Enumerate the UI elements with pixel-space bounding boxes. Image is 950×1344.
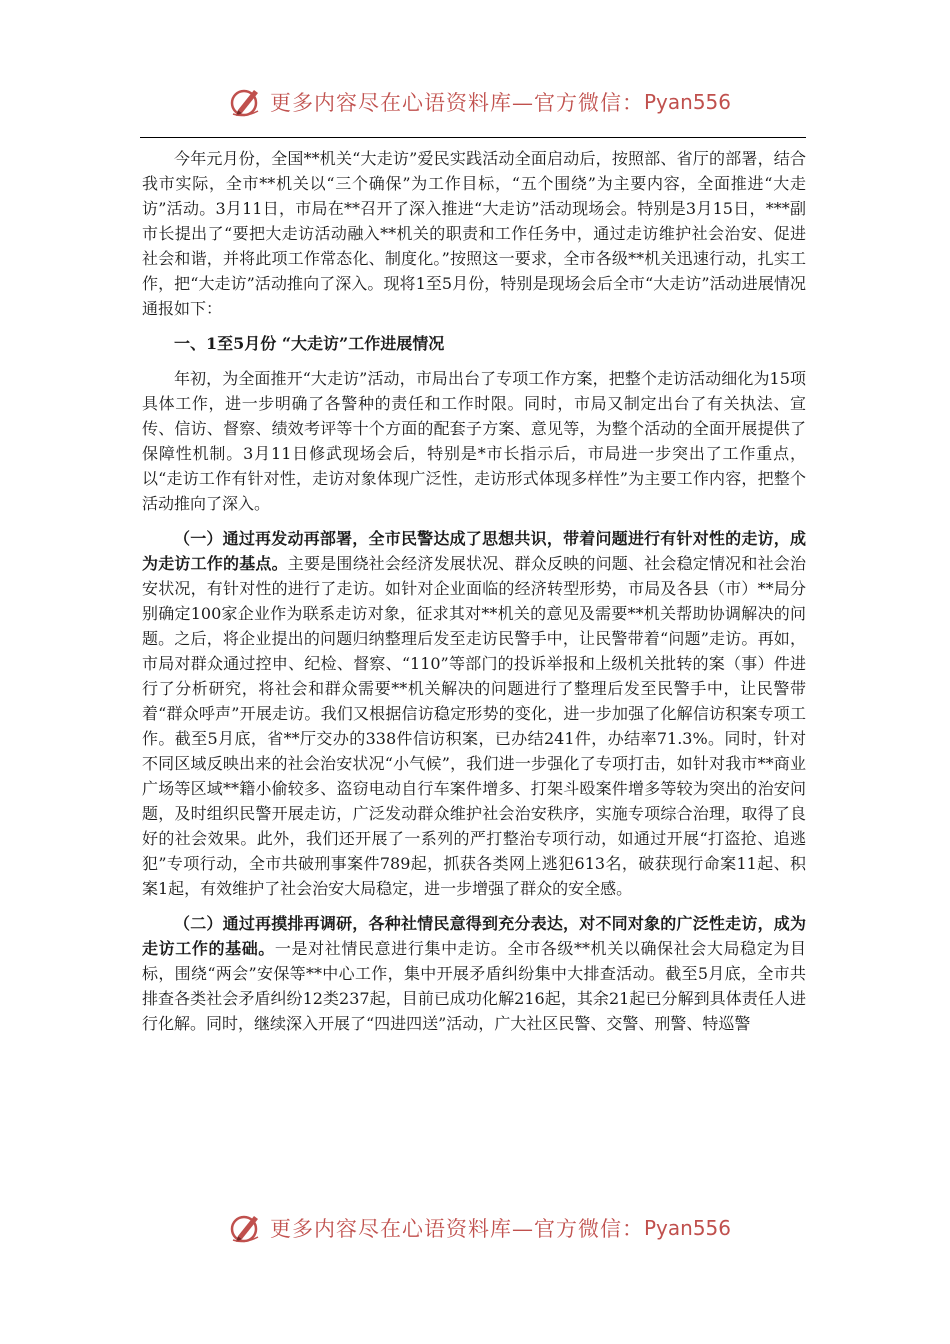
subsection-text-1: 主要是围绕社会经济发展状况、群众反映的问题、社会稳定情况和社会治安状况，有针对性的进行了走访。如针对企业面临的经济转型形势，市局及各县（市）**局分别确定100家企业作为联系走访对象，征求其对**机关的意见及需要**机关帮助协调解决的问题。之后，将企业提出的问题归纳整理后发至走访民警手中，让民警带着“问题”走访。再如，市局对群众通过控申、纪检、督察、“110”等部门的投诉举报和上级机关批转的案（事）件进行了分析研究，将社会和群众需要**机关解决的问题进行了整理后发至民警手中，让民警带着“群众呼声”开展走访。我们又根据信访稳定形势的变化，进一步加强了化解信访积案专项工作。截至5月底，省**厅交办的338件信访积案，已办结241件，办结率71.3%。同时，针对不同区域反映出来的社会治安状况“小气候”，我们进一步强化了专项打击，如针对我市**商业广场等区域**籍小偷较多、盗窃电动自行车案件增多、打架斗殴案件增多等较为突出的治安问题，及时组织民警开展走访，广泛发动群众维护社会治安秩序，实施专项综合治理，取得了良好的社会效果。此外，我们还开展了一系列的严打整治专项行动，如通过开展“打盗抢、追逃犯”专项行动，全市共破刑事案件789起，抓获各类网上逃犯613名，破获现行命案11起、积案1起，有效维护了社会治安大局稳定，进一步增强了群众的安全感。 — [142, 554, 806, 898]
intro-paragraph: 今年元月份，全国**机关“大走访”爱民实践活动全面启动后，按照部、省厅的部署，结合我市实际，全市**机关以“三个确保”为工作目标，“五个围绕”为主要内容，全面推进“大走访”活动。3月11日，市局在**召开了深入推进“大走访”活动现场会。特别是3月15日，***副市长提出了“要把大走访活动融入**机关的职责和工作任务中，通过走访维护社会治安、促进社会和谐，并将此项工作常态化、制度化。”按照这一要求，全市各级**机关迅速行动，扎实工作，把“大走访”活动推向了深入。现将1至5月份，特别是现场会后全市“大走访”活动进展情况通报如下： — [142, 149, 806, 318]
subsection-title-2: （二）通过再摸排再调研，各种社情民意得到充分表达，对不同对象的广泛性走访，成为走访工作的基础。 — [142, 914, 806, 958]
watermark-banner-bottom — [228, 1206, 731, 1250]
pen-logo-icon — [228, 84, 264, 120]
watermark-wechat-id: Pyan556 — [644, 90, 732, 114]
pen-logo-icon — [228, 1210, 264, 1246]
watermark-wechat-id: Pyan556 — [644, 1216, 732, 1240]
header-rule — [140, 137, 806, 138]
body-paragraph: 年初，为全面推开“大走访”活动，市局出台了专项工作方案，把整个走访活动细化为15项具体工作，进一步明确了各警种的责任和工作时限。同时，市局又制定出台了有关执法、宣传、信访、督察、绩效考评等十个方面的配套子方案、意见等，为整个活动的全面开展提供了保障性机制。3月11日修武现场会后，特别是*市长指示后，市局进一步突出了工作重点，以“走访工作有针对性，走访对象体现广泛性，走访形式体现多样性”为主要工作内容，把整个活动推向了深入。 — [142, 369, 806, 513]
subsection-title-1: （一）通过再发动再部署，全市民警达成了思想共识，带着问题进行有针对性的走访，成为走访工作的基点。 — [142, 529, 806, 573]
watermark-text: 更多内容尽在心语资料库—官方微信： — [270, 91, 644, 115]
section-heading: 一、1至5月份 “大走访”工作进展情况 — [174, 334, 445, 353]
watermark-text: 更多内容尽在心语资料库—官方微信： — [270, 1217, 644, 1241]
subsection-text-2: 一是对社情民意进行集中走访。全市各级**机关以确保社会大局稳定为目标，围绕“两会”安保等**中心工作，集中开展矛盾纠纷集中大排查活动。截至5月底，全市共排查各类社会矛盾纠纷12类237起，目前已成功化解216起，其余21起已分解到具体责任人进行化解。同时，继续深入开展了“四进四送”活动，广大社区民警、交警、刑警、特巡警 — [142, 939, 806, 1033]
watermark-banner-top — [228, 80, 731, 124]
subsection-paragraph-2 — [142, 911, 806, 1036]
document-body — [142, 146, 806, 1036]
subsection-paragraph-1 — [142, 526, 806, 901]
